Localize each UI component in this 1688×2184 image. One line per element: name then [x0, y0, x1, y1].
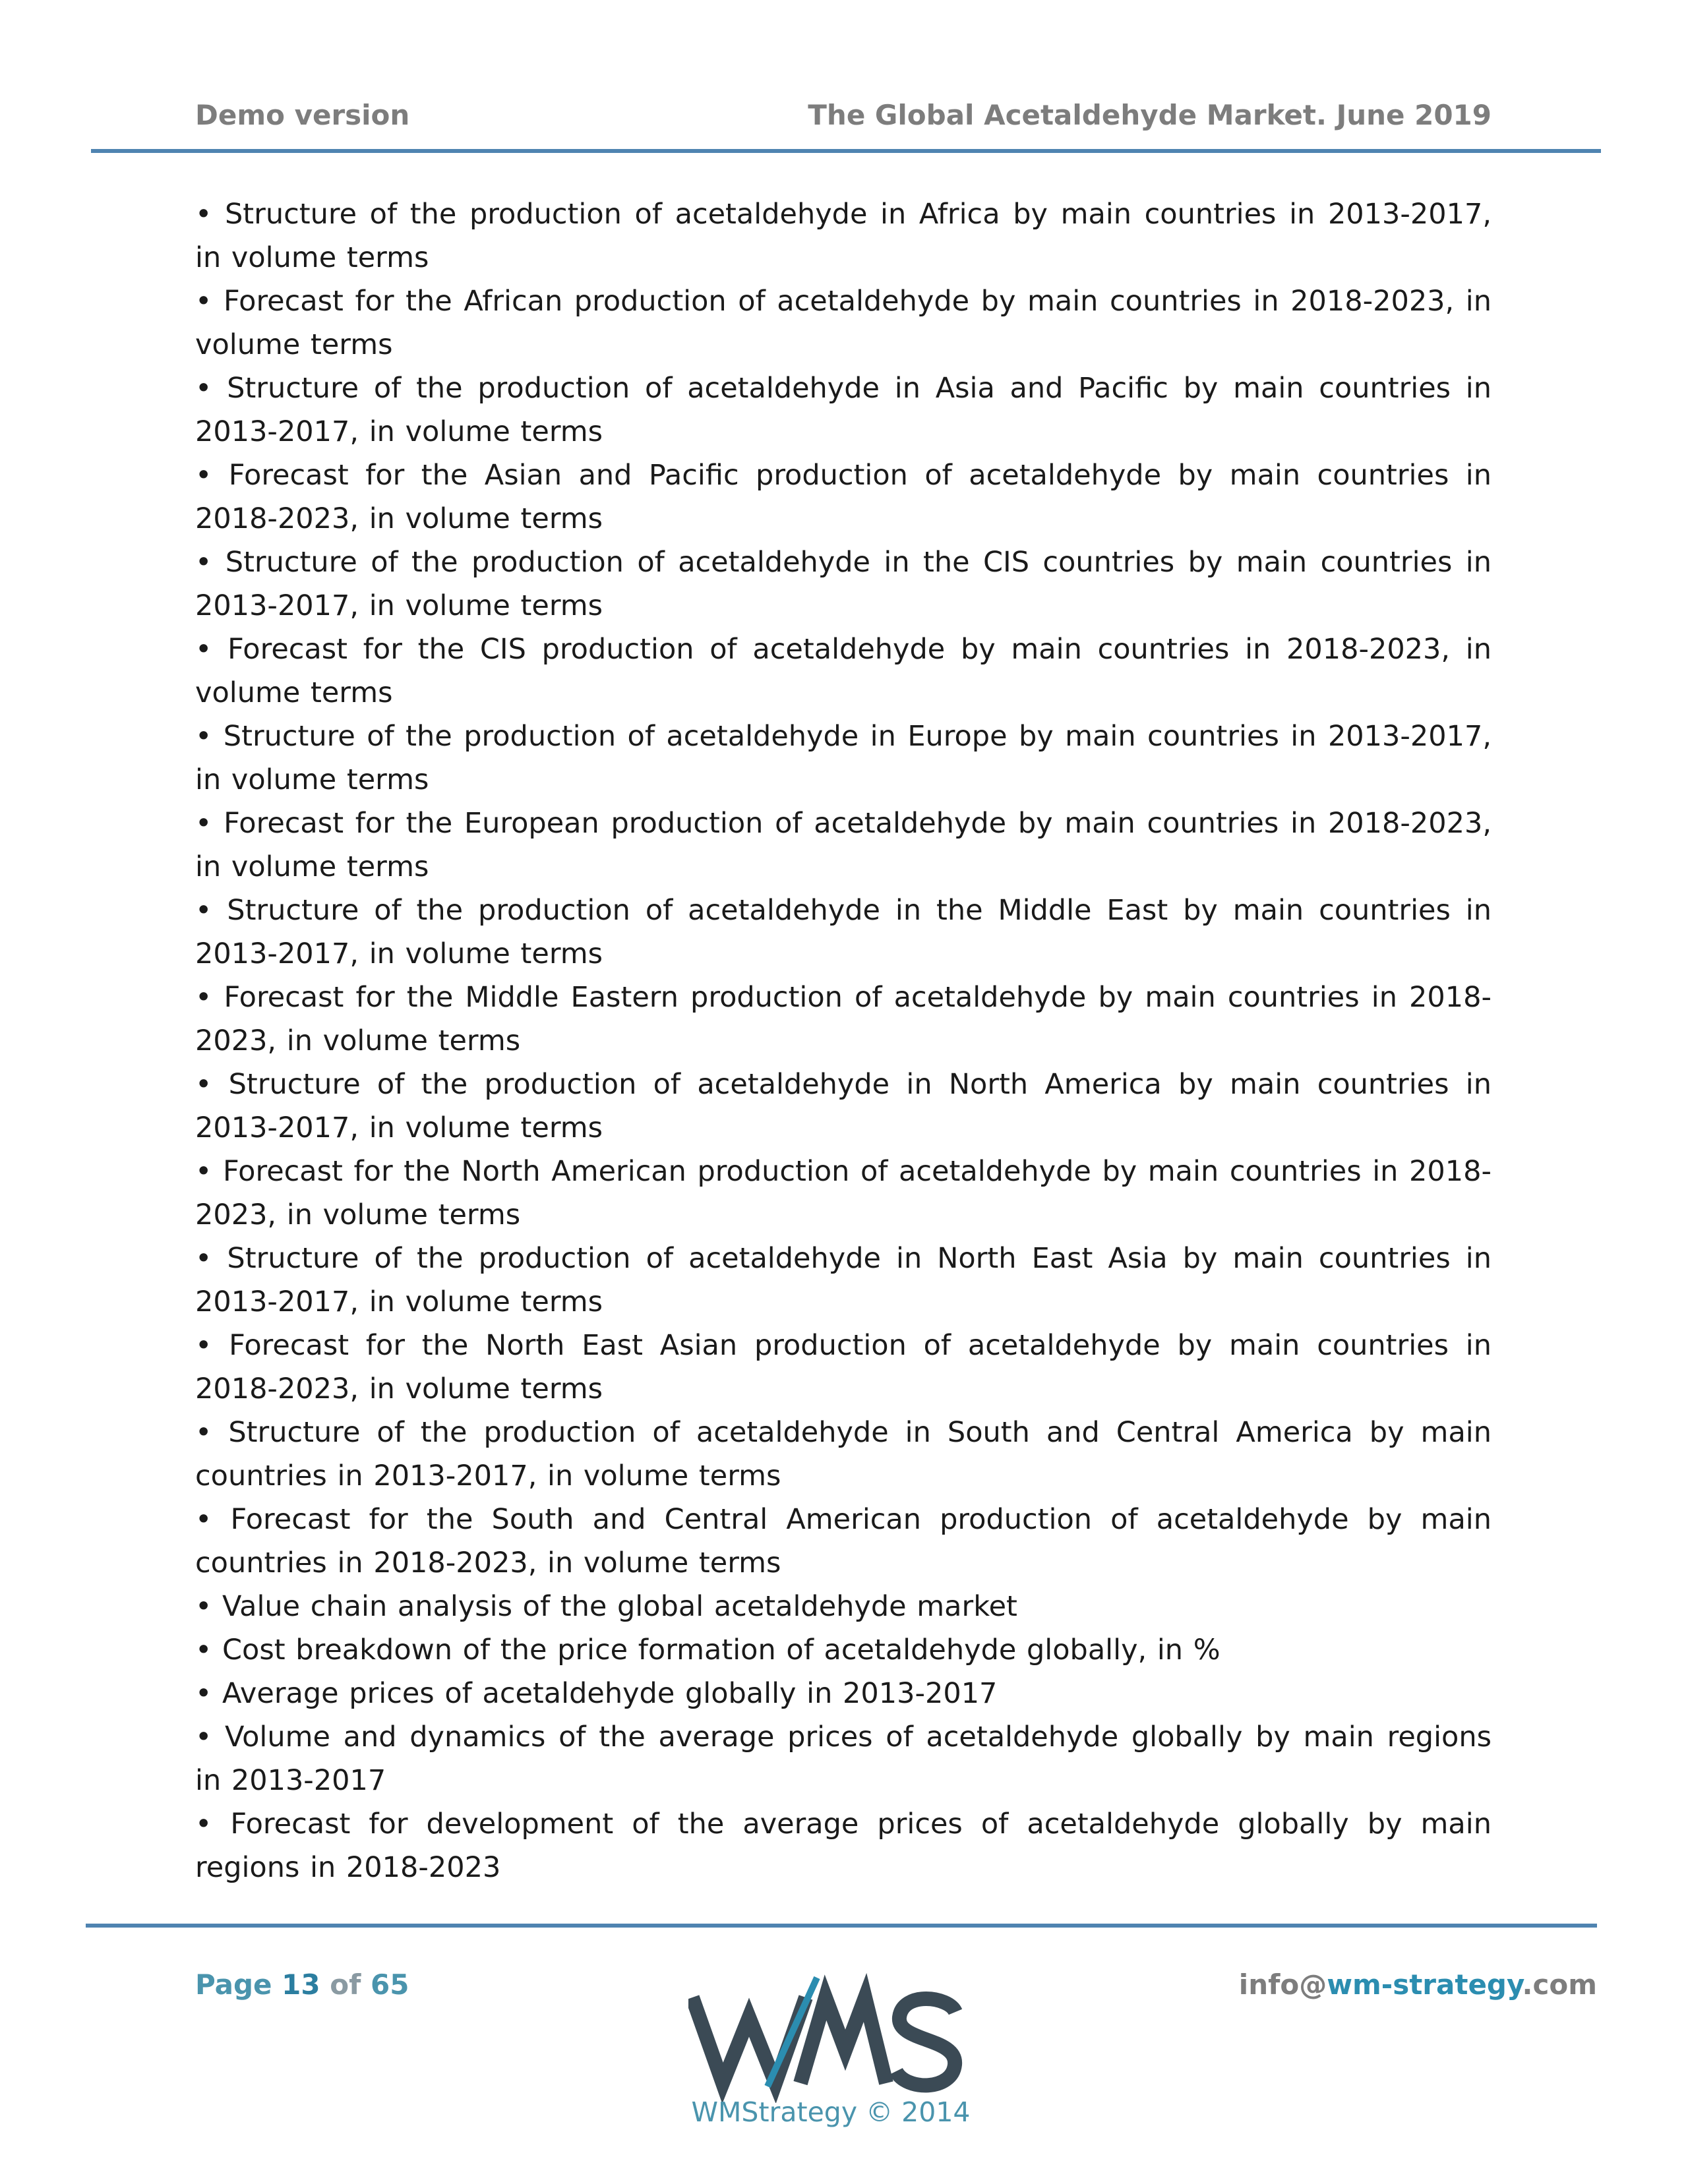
list-item: • Structure of the production of acetaldehyde in the CIS countries by main countries in 2013-2017, in volume terms	[195, 546, 1492, 622]
wms-logo-icon	[688, 1971, 965, 2103]
page-of: of	[330, 1968, 361, 2001]
list-item: • Structure of the production of acetaldehyde in North East Asia by main countries in 2013-2017, in volume terms	[195, 1242, 1492, 1318]
footer-divider	[86, 1924, 1597, 1928]
email-user: info@	[1238, 1968, 1327, 2001]
list-item: • Average prices of acetaldehyde globally in 2013-2017	[195, 1677, 998, 1710]
list-item: • Structure of the production of acetaldehyde in North America by main countries in 2013-2017, in volume terms	[195, 1068, 1492, 1144]
bullet-list	[195, 192, 1492, 1889]
demo-version-label: Demo version	[195, 99, 410, 131]
list-item: • Forecast for the European production of acetaldehyde by main countries in 2018-2023, in volume terms	[195, 807, 1492, 883]
list-item: • Structure of the production of acetaldehyde in Europe by main countries in 2013-2017, in volume terms	[195, 720, 1492, 796]
email-tld: .com	[1522, 1968, 1597, 2001]
list-item: • Value chain analysis of the global acetaldehyde market	[195, 1590, 1017, 1623]
list-item: • Forecast for the North American production of acetaldehyde by main countries in 2018-2023, in volume terms	[195, 1155, 1492, 1231]
contact-email[interactable]	[1239, 1968, 1597, 2001]
list-item: • Volume and dynamics of the average prices of acetaldehyde globally by main regions in 2013-2017	[195, 1721, 1492, 1797]
list-item: • Forecast for the Asian and Pacific production of acetaldehyde by main countries in 2018-2023, in volume terms	[195, 459, 1492, 535]
list-item: • Forecast for the South and Central American production of acetaldehyde by main countries in 2018-2023, in volume terms	[195, 1503, 1492, 1579]
list-item: • Structure of the production of acetaldehyde in Africa by main countries in 2013-2017, in volume terms	[195, 198, 1492, 274]
email-domain: wm-strategy	[1327, 1968, 1522, 2001]
list-item: • Forecast for the CIS production of acetaldehyde by main countries in 2018-2023, in volume terms	[195, 633, 1492, 709]
list-item: • Forecast for the North East Asian production of acetaldehyde by main countries in 2018-2023, in volume terms	[195, 1329, 1492, 1405]
document-title: The Global Acetaldehyde Market. June 2019	[808, 99, 1492, 131]
list-item: • Forecast for the African production of acetaldehyde by main countries in 2018-2023, in volume terms	[195, 285, 1492, 361]
list-item: • Structure of the production of acetaldehyde in South and Central America by main countries in 2013-2017, in volume terms	[195, 1416, 1492, 1492]
list-item: • Forecast for the Middle Eastern production of acetaldehyde by main countries in 2018-2023, in volume terms	[195, 981, 1492, 1057]
page-current: 13	[282, 1968, 320, 2001]
list-item: • Cost breakdown of the price formation of acetaldehyde globally, in %	[195, 1634, 1221, 1667]
list-item: • Structure of the production of acetaldehyde in Asia and Pacific by main countries in 2013-2017, in volume terms	[195, 372, 1492, 448]
list-item: • Structure of the production of acetaldehyde in the Middle East by main countries in 2013-2017, in volume terms	[195, 894, 1492, 970]
page-total: 65	[371, 1968, 409, 2001]
page-header	[195, 99, 1492, 138]
page-label: Page	[195, 1968, 272, 2001]
page-number	[195, 1968, 409, 2001]
logo-caption: WMStrategy © 2014	[691, 2096, 971, 2128]
list-item: • Forecast for development of the average prices of acetaldehyde globally by main regions in 2018-2023	[195, 1808, 1492, 1884]
header-divider	[91, 149, 1601, 153]
